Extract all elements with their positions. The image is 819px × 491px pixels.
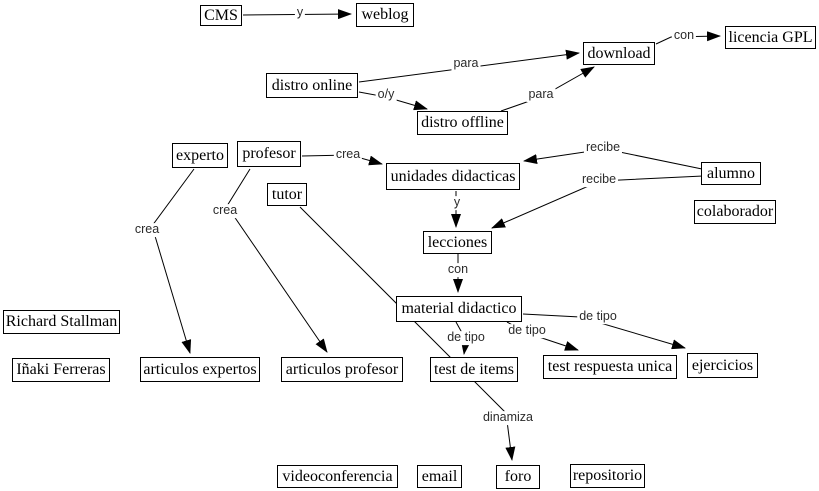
node-email[interactable]: email: [417, 465, 462, 488]
edge-label-material-ejercicios: de tipo: [579, 309, 617, 324]
edge-label-alumno-lecciones: recibe: [581, 172, 617, 187]
node-distro-offline[interactable]: distro offline: [417, 111, 508, 135]
edge-label-download-licencia-gpl: con: [673, 28, 695, 43]
edge-label-profesor-articulos-profesor: crea: [212, 203, 238, 218]
node-unidades-didacticas[interactable]: unidades didacticas: [386, 163, 520, 190]
node-profesor[interactable]: profesor: [237, 141, 301, 167]
node-richard-stallman[interactable]: Richard Stallman: [3, 310, 120, 334]
edge-label-lecciones-material-didactico: con: [447, 262, 469, 277]
node-alumno[interactable]: alumno: [701, 162, 761, 185]
node-download[interactable]: download: [583, 42, 655, 65]
node-experto[interactable]: experto: [172, 143, 228, 168]
node-licencia-gpl[interactable]: licencia GPL: [725, 26, 816, 49]
node-repositorio[interactable]: repositorio: [570, 464, 645, 488]
node-lecciones[interactable]: lecciones: [423, 231, 492, 254]
node-videoconferencia[interactable]: videoconferencia: [277, 465, 398, 488]
node-colaborador[interactable]: colaborador: [694, 200, 776, 224]
edge-experto-articulos-expertos: [152, 169, 194, 353]
edge-label-alumno-unidades-didacticas: recibe: [585, 140, 621, 155]
edge-label-tutor-foro: dinamiza: [482, 410, 534, 425]
node-test-de-items[interactable]: test de items: [430, 357, 518, 382]
node-distro-online[interactable]: distro online: [266, 73, 358, 98]
node-articulos-expertos[interactable]: articulos expertos: [140, 357, 260, 382]
node-weblog[interactable]: weblog: [356, 3, 414, 27]
node-cms[interactable]: CMS: [200, 5, 242, 26]
edge-label-distro-online-download: para: [453, 56, 479, 71]
edge-label-experto-articulos-expertos: crea: [134, 222, 160, 237]
node-foro[interactable]: foro: [496, 465, 540, 489]
node-inaki-ferreras[interactable]: Iñaki Ferreras: [12, 358, 110, 382]
edge-label-distro-offline-download: para: [528, 87, 554, 102]
edge-label-cms-weblog: y: [296, 5, 304, 20]
node-test-respuesta-unica[interactable]: test respuesta unica: [543, 355, 677, 379]
edge-label-profesor-unidades-didacticas: crea: [335, 147, 361, 162]
node-ejercicios[interactable]: ejercicios: [687, 353, 758, 378]
edge-label-material-test-respuesta-unica: de tipo: [508, 323, 546, 338]
node-material-didactico[interactable]: material didactico: [396, 296, 522, 322]
edge-label-unidades-didacticas-lecciones: y: [453, 195, 461, 210]
node-tutor[interactable]: tutor: [267, 183, 307, 206]
edge-label-distro-online-distro-offline: o/y: [377, 87, 395, 102]
node-articulos-profesor[interactable]: articulos profesor: [281, 357, 403, 382]
edge-label-material-test-de-items: de tipo: [447, 330, 485, 345]
